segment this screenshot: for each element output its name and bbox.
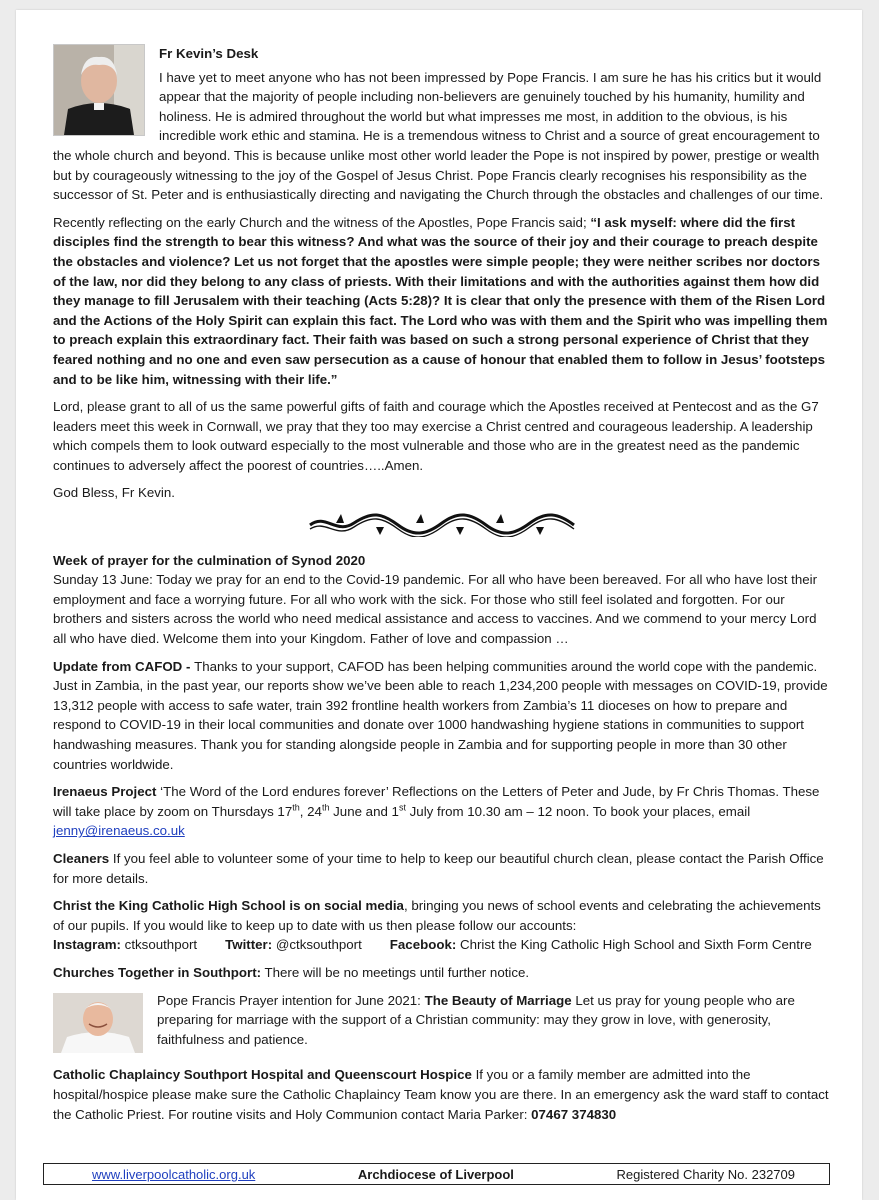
instagram-handle: ctksouthport — [120, 937, 198, 953]
irenaeus-text: July from 10.30 am – 12 noon. To book your places, email — [405, 803, 751, 819]
pope-intention-body: Let us pray for young people who are preparing for marriage with the support of a Christian community: may they grow in love, with generosity, faithfulness and patience. — [157, 992, 795, 1047]
decorative-divider-icon — [53, 511, 831, 543]
fr-kevin-paragraph-1: I have yet to meet anyone who has not been impressed by Pope Francis. I am sure he has his critics but it would appear that the majority of people including non-believers are genuinely touched by his humanity, humility and holiness. He is admired throughout the world but what impresses me most, in addition to the obvious, is his incredible work ethic and stamina. He is a tremendous witness to Christ and a source of great encouragement to the whole church and beyond. This is because unlike most other world leader the Pope is not inspired by power, prestige or wealth but by courageously witnessing to the joy of the Gospel of Jesus Christ. Pope Francis clearly recognises his responsibility as the successor of St. Peter and is enthusiastically directing and navigating the Church through the obstacles and challenges of our time. — [53, 69, 824, 203]
ctk-social-accounts — [53, 935, 831, 955]
churches-together-section — [53, 963, 831, 983]
cleaners-section — [53, 849, 831, 888]
fr-kevin-paragraph-3: Lord, please grant to all of us the same powerful gifts of faith and courage which the Apostles received at Pentecost and as the G7 leaders meet this week in Cornwall, we pray that they too may exercise a Christ centred and courageous leadership. A leadership which compels them to look outward especially to the most vulnerable and those who are in the greatest need as the pandemic continues to adversely affect the poorest of countries…..Amen. — [53, 399, 819, 473]
irenaeus-text: June and 1 — [329, 803, 399, 819]
pope-intention-heading: The Beauty of Marriage — [424, 992, 572, 1008]
ctk-body: , bringing you news of school events and celebrating the achievements of our pupils. If you would like to keep up to date with us then please follow our accounts: — [53, 898, 821, 933]
newsletter-page — [16, 10, 862, 1200]
fr-kevin-paragraph-2 — [53, 213, 831, 389]
pope-quote: “I ask myself: where did the first disciples find the strength to bear this witness? And what was the source of their joy and their courage to preach despite the obstacles and violence? Let us not forget that the apostles were simple people; they were neither scribes nor doctors of the law, nor did they belong to any class of priests. With their limitations and with the authorities against them how did they manage to fill Jerusalem with their teaching (Acts 5:28)? It is clear that only the presence with them of the Risen Lord and the Actions of the Holy Spirit can explain this fact. The Lord who was with them and the Spirit who was impelling them to preach explain this extraordinary fact. Their faith was based on such a strong personal experience of Christ that they feared nothing and no one and even saw persecution as a cause of honour that enabled them to follow in Jesus’ footsteps and to be like him, witnessing with their life.” — [53, 214, 828, 387]
fr-kevin-section — [53, 44, 831, 503]
footer-charity-number: Registered Charity No. 232709 — [616, 1166, 795, 1182]
newsletter-content — [53, 44, 831, 1132]
page-footer — [43, 1163, 830, 1185]
fr-kevin-photo — [53, 44, 145, 136]
ordinal-suffix: st — [398, 802, 406, 813]
pope-intention-text — [53, 991, 831, 1050]
cleaners-heading: Cleaners — [53, 850, 110, 866]
facebook-account — [390, 935, 812, 955]
chaplaincy-phone: 07467 374830 — [531, 1106, 617, 1122]
instagram-label: Instagram: — [53, 937, 121, 953]
ordinal-suffix: th — [321, 802, 330, 813]
quote-intro: Recently reflecting on the early Church and the witness of the Apostles, Pope Francis said; — [53, 214, 591, 230]
cleaners-body: If you feel able to volunteer some of your time to help to keep our beautiful church clean, please contact the Parish Office for more details. — [53, 850, 824, 886]
twitter-handle: @ctksouthport — [272, 937, 362, 953]
irenaeus-section — [53, 782, 831, 841]
facebook-page: Christ the King Catholic High School and Sixth Form Centre — [456, 937, 812, 953]
cafod-heading: Update from CAFOD - — [53, 658, 195, 674]
ctk-heading: Christ the King Catholic High School is on social media — [53, 898, 404, 914]
instagram-account — [53, 935, 197, 955]
synod-body: Sunday 13 June: Today we pray for an end to the Covid-19 pandemic. For all who have been bereaved. For all who have lost their employment and face a worrying future. For all who work with the sick. For those who still feel isolated and forgotten. For our brothers and sisters across the world who need medical assistance and access to vaccines. And we commend to your mercy Lord all who have died. Welcome them into your Kingdom. Father of love and compassion … — [53, 572, 818, 647]
churches-heading: Churches Together in Southport: — [53, 964, 262, 980]
fr-kevin-signoff: God Bless, Fr Kevin. — [53, 485, 175, 501]
irenaeus-text: ‘The Word of the Lord endures forever’ Reflections on the Letters of Peter and Jude, by Fr Chris Thomas. These will take place by zoom on Thursdays 17 — [53, 784, 820, 819]
pope-intention-section — [53, 991, 831, 1058]
irenaeus-email-link[interactable]: jenny@irenaeus.co.uk — [53, 823, 185, 839]
cafod-section — [53, 657, 831, 775]
facebook-label: Facebook: — [389, 937, 457, 953]
twitter-account — [225, 935, 362, 955]
synod-heading: Week of prayer for the culmination of Synod 2020 — [53, 552, 366, 568]
irenaeus-heading: Irenaeus Project — [53, 784, 157, 800]
pope-francis-photo — [53, 993, 143, 1053]
twitter-label: Twitter: — [225, 937, 273, 953]
chaplaincy-section — [53, 1065, 831, 1124]
ordinal-suffix: th — [292, 802, 300, 813]
irenaeus-text: , 24 — [299, 803, 322, 819]
fr-kevin-heading: Fr Kevin’s Desk — [159, 46, 259, 61]
chaplaincy-heading: Catholic Chaplaincy Southport Hospital and Queenscourt Hospice — [53, 1067, 472, 1083]
chaplaincy-body: If you or a family member are admitted into the hospital/hospice please make sure the Catholic Chaplaincy Team know you are there. In an emergency ask the ward staff to contact the Catholic Priest. For routine visits and Holy Communion contact Maria Parker: — [53, 1067, 829, 1122]
ctk-section — [53, 896, 831, 935]
pope-intention-intro: Pope Francis Prayer intention for June 2021: — [157, 992, 425, 1008]
footer-archdiocese: Archdiocese of Liverpool — [357, 1166, 514, 1182]
cafod-body: Thanks to your support, CAFOD has been helping communities around the world cope with the pandemic. Just in Zambia, in the past year, our reports show we’ve been able to reach 1,234,200 people with messages on COVID-19, provide 13,312 people with access to safe water, train 392 frontline health workers from Zambia’s 11 dioceses on how to prepare and respond to COVID-19 in their local communities and donate over 1000 handwashing hygiene stations in communities to support handwashing measures. Thank you for standing alongside people in Zambia and for supporting people in more than 30 other countries worldwide. — [53, 658, 828, 772]
churches-body: There will be no meetings until further notice. — [261, 964, 530, 980]
footer-website-link[interactable]: www.liverpoolcatholic.org.uk — [92, 1166, 256, 1182]
